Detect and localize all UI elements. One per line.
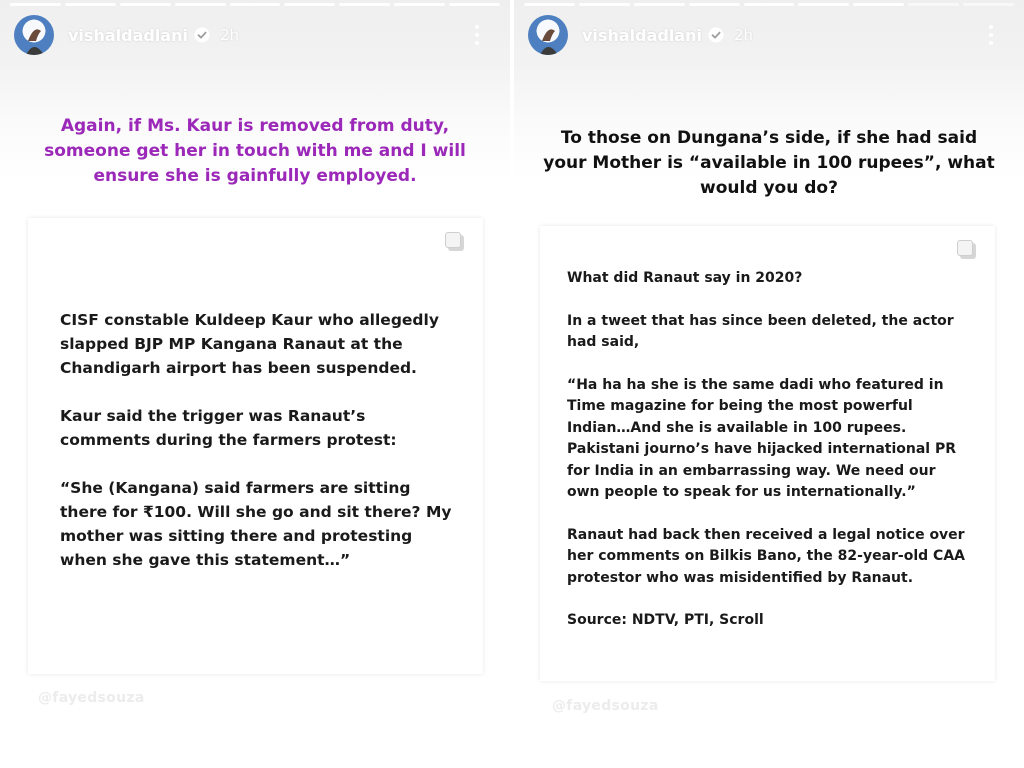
story-header	[528, 14, 1010, 56]
progress-segment	[10, 3, 61, 6]
progress-segment	[798, 3, 849, 6]
story-progress-bar	[10, 3, 500, 6]
card-paragraph: Source: NDTV, PTI, Scroll	[567, 612, 764, 628]
card-paragraph: What did Ranaut say in 2020?	[567, 270, 803, 286]
card-paragraph: CISF constable Kuldeep Kaur who allegedly slapped BJP MP Kangana Ranaut at the Chandigarh airport has been suspended.	[60, 311, 439, 377]
username[interactable]: vishaldadlani	[68, 25, 188, 45]
story-panel-left[interactable]	[0, 0, 510, 768]
story-panel-right[interactable]	[514, 0, 1024, 768]
progress-segment	[339, 3, 390, 6]
progress-segment	[634, 3, 685, 6]
progress-segment	[524, 3, 575, 6]
watermark: @fayedsouza	[38, 690, 145, 706]
copy-icon	[445, 232, 465, 252]
avatar[interactable]	[14, 15, 54, 55]
verified-badge-icon	[194, 27, 210, 43]
progress-segment	[230, 3, 281, 6]
card-paragraph: Kaur said the trigger was Ranaut’s comments during the farmers protest:	[60, 407, 397, 449]
progress-segment	[689, 3, 740, 6]
post-time: 2h	[219, 26, 240, 44]
avatar-figure-icon	[14, 15, 54, 55]
progress-segment	[120, 3, 171, 6]
watermark: @fayedsouza	[552, 698, 659, 714]
verified-badge-icon	[708, 27, 724, 43]
progress-segment	[394, 3, 445, 6]
progress-segment	[963, 3, 1014, 6]
username[interactable]: vishaldadlani	[582, 25, 702, 45]
progress-segment	[175, 3, 226, 6]
card-paragraph: “Ha ha ha she is the same dadi who featured in Time magazine for being the most powerful Indian…And she is available in 100 rupees. Pakistani journo’s have hijacked international PR for India in an embarrassing way. We need our own people to speak for us internationally.”	[567, 376, 957, 500]
story-caption: Again, if Ms. Kaur is removed from duty, someone get her in touch with me and I will ensure she is gainfully employed.	[44, 116, 466, 186]
copy-icon	[957, 240, 977, 260]
more-options-icon[interactable]	[980, 20, 1002, 50]
post-time: 2h	[733, 26, 754, 44]
progress-segment	[284, 3, 335, 6]
card-paragraph: Ranaut had back then received a legal notice over her comments on Bilkis Bano, the 82-year-old CAA protestor who was misidentified by Ranaut.	[567, 526, 965, 586]
shared-post-card[interactable]	[540, 226, 995, 681]
more-options-icon[interactable]	[466, 20, 488, 50]
progress-segment	[65, 3, 116, 6]
card-paragraph: In a tweet that has since been deleted, the actor had said,	[567, 312, 954, 350]
story-header	[14, 14, 496, 56]
story-progress-bar	[524, 3, 1014, 6]
progress-segment	[579, 3, 630, 6]
progress-segment	[908, 3, 959, 6]
progress-segment	[744, 3, 795, 6]
avatar-figure-icon	[528, 15, 568, 55]
shared-post-card[interactable]	[28, 218, 483, 674]
card-text	[60, 308, 460, 596]
progress-segment	[449, 3, 500, 6]
avatar[interactable]	[528, 15, 568, 55]
progress-segment	[853, 3, 904, 6]
story-caption: To those on Dungana’s side, if she had said your Mother is “available in 100 rupees”, what would you do?	[543, 128, 995, 198]
card-paragraph: “She (Kangana) said farmers are sitting there for ₹100. Will she go and sit there? My mother was sitting there and protesting when she gave this statement…”	[60, 479, 452, 569]
card-text	[567, 268, 972, 653]
